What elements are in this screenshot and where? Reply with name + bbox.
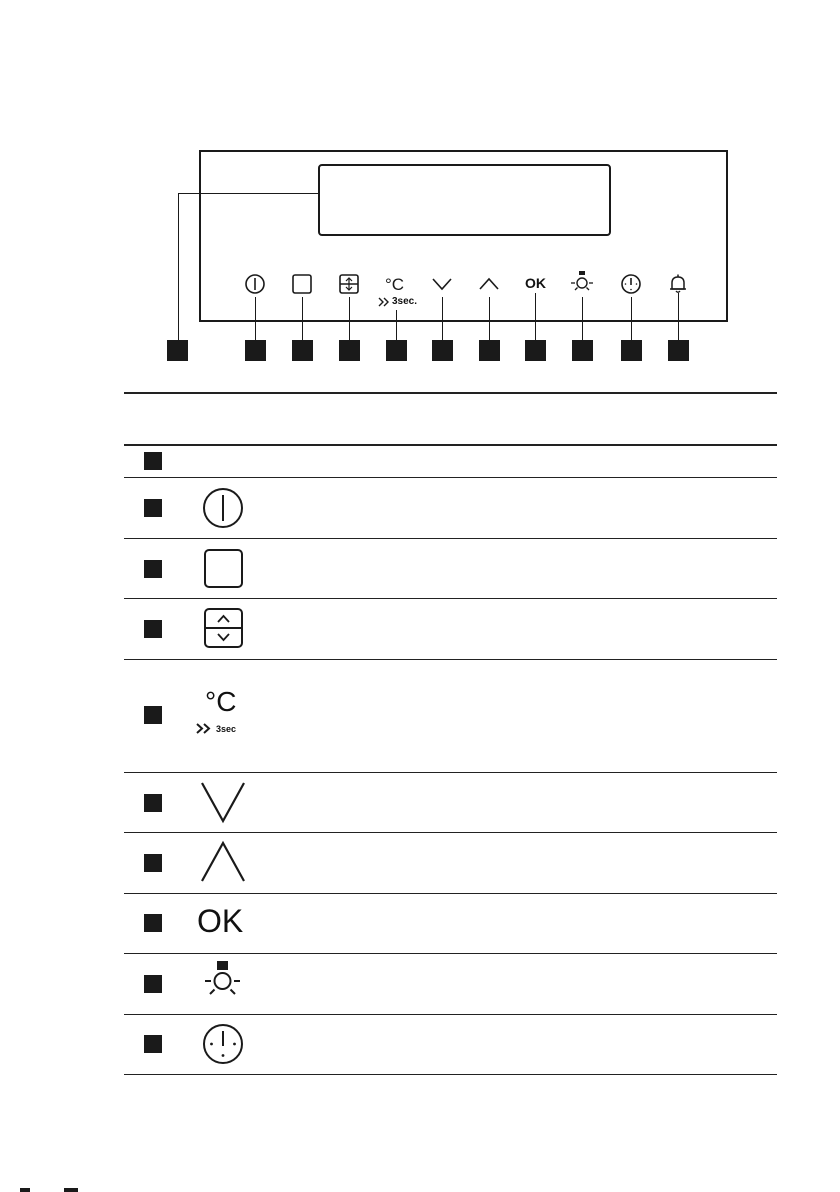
callout-connector <box>442 297 443 341</box>
page-footer-mark <box>20 1188 30 1192</box>
callout-marker <box>339 340 360 361</box>
square-icon <box>198 544 248 594</box>
clock-icon <box>198 1019 248 1069</box>
callout-connector <box>489 297 490 341</box>
down-button[interactable] <box>430 272 454 296</box>
chevron-up-icon <box>477 272 501 296</box>
table-row-icon <box>198 604 254 654</box>
page-footer-mark <box>64 1188 78 1192</box>
up-down-arrows-icon <box>337 272 361 296</box>
callout-connector <box>396 310 397 341</box>
row-marker <box>144 560 162 578</box>
callout-connector <box>631 297 632 341</box>
display-leader-vertical <box>178 193 179 340</box>
row-marker <box>144 794 162 812</box>
table-header-rule <box>124 444 777 446</box>
temperature-hold-label: 3sec. <box>392 296 418 307</box>
callout-marker <box>572 340 593 361</box>
on-off-icon <box>243 272 267 296</box>
option-button[interactable] <box>337 272 361 296</box>
callout-connector <box>302 297 303 341</box>
callout-marker <box>668 340 689 361</box>
up-down-arrows-icon <box>198 604 248 654</box>
double-chevron-icon <box>196 723 216 734</box>
temperature-button[interactable] <box>383 272 407 296</box>
row-divider <box>124 598 777 599</box>
callout-marker <box>292 340 313 361</box>
row-marker <box>144 706 162 724</box>
temperature-symbol: °C <box>205 686 237 717</box>
table-row-icon <box>198 1019 254 1069</box>
table-header-row <box>124 394 777 444</box>
callout-marker <box>245 340 266 361</box>
svg-text:°C: °C <box>385 275 405 294</box>
display-leader-horizontal <box>178 193 318 194</box>
temperature-hold-hint <box>196 723 236 734</box>
callout-connector <box>349 297 350 341</box>
ok-button[interactable]: OK <box>525 275 546 291</box>
table-row-icon <box>198 957 254 1007</box>
callout-connector <box>582 297 583 341</box>
callout-marker <box>167 340 188 361</box>
lamp-icon <box>198 957 248 1007</box>
display-screen <box>318 164 611 236</box>
lamp-button[interactable] <box>570 271 594 295</box>
lamp-icon <box>570 271 594 297</box>
chevron-up-icon <box>198 838 248 888</box>
table-row-icon <box>198 778 254 828</box>
row-divider <box>124 772 777 773</box>
callout-marker <box>386 340 407 361</box>
callout-marker <box>432 340 453 361</box>
row-marker <box>144 1035 162 1053</box>
table-row-icon <box>198 544 254 594</box>
on-off-icon <box>198 483 248 533</box>
row-divider <box>124 1014 777 1015</box>
row-divider <box>124 538 777 539</box>
chevron-down-icon <box>430 272 454 296</box>
callout-marker <box>525 340 546 361</box>
clock-icon <box>619 272 643 296</box>
power-button[interactable] <box>243 272 267 296</box>
callout-marker <box>621 340 642 361</box>
up-button[interactable] <box>477 272 501 296</box>
ok-symbol: OK <box>197 903 244 939</box>
row-marker <box>144 452 162 470</box>
row-divider <box>124 893 777 894</box>
callout-connector <box>678 293 679 341</box>
callout-connector <box>535 293 536 341</box>
square-icon <box>290 272 314 296</box>
temperature-hold-hint <box>378 296 417 307</box>
callout-marker <box>479 340 500 361</box>
row-marker <box>144 854 162 872</box>
row-divider <box>124 832 777 833</box>
function-button[interactable] <box>290 272 314 296</box>
callout-connector <box>255 297 256 341</box>
table-row-icon <box>198 838 254 888</box>
row-divider <box>124 659 777 660</box>
row-marker <box>144 914 162 932</box>
row-marker <box>144 620 162 638</box>
table-row-icon <box>198 483 254 533</box>
clock-button[interactable] <box>619 272 643 296</box>
row-divider <box>124 953 777 954</box>
chevron-down-icon <box>198 778 248 828</box>
row-marker <box>144 975 162 993</box>
row-marker <box>144 499 162 517</box>
table-bottom-rule <box>124 1074 777 1075</box>
temperature-hold-label: 3sec <box>216 723 237 734</box>
double-chevron-icon <box>378 297 392 307</box>
row-divider <box>124 477 777 478</box>
temperature-icon <box>383 272 409 296</box>
